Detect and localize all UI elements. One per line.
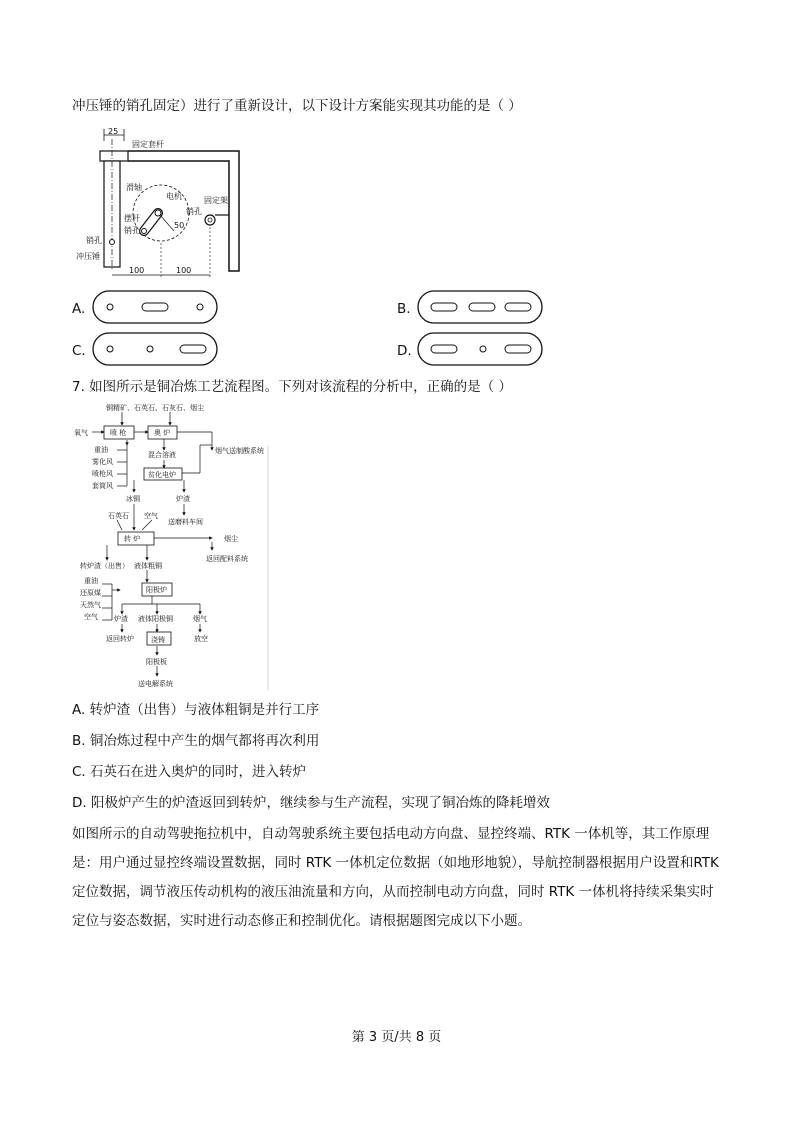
flow-heavy-oil2: 重油 [84,577,98,585]
flow-liquid-anode: 液体阳极铜 [138,615,173,623]
hole-slot [505,303,531,311]
tractor-passage: 如图所示的自动驾驶拖拉机中，自动驾驶系统主要包括电动方向盘、显控终端、RTK 一体机等，其工作原理是：用户通过显控终端设置数据，同时 RTK 一体机定位数据（如地形地貌），导航控制器根据用户设置和RTK 定位数据，调节液压传动机构的液压油流量和方向，从而控制电动方向盘，同时 RTK 一体机将持续采集实时定位与姿态数据，实时进行动态修正和控制优化。请根据题图完成以下小题。 [72,826,719,929]
flow-natural-gas: 天然气 [80,601,101,609]
question7-stem: 7. 如图所示是铜冶炼工艺流程图。下列对该流程的分析中，正确的是（ ） [72,379,512,395]
flow-oxygen: 氧气 [74,429,88,437]
pin-hole-mid-label: 销孔 [124,226,140,235]
option-b-plate[interactable] [417,290,543,324]
flow-dust: 烟尘 [224,535,238,543]
fixed-frame-label: 固定架 [204,196,228,205]
flow-return-converter: 返回转炉 [106,635,134,643]
flow-electric-furnace: 贫化电炉 [148,471,176,479]
question7-option-a[interactable]: A. 转炉渣（出售）与液体粗铜是并行工序 [72,702,320,718]
flow-return-batching: 返回配料系统 [206,555,248,563]
flow-anode-furnace: 阳极炉 [146,586,167,594]
hole-circle [107,346,113,352]
page-footer: 第 3 页/共 8 页 [351,1030,442,1045]
flow-furnace: 奥 炉 [154,429,171,437]
pin-right-label: 销孔 [186,207,202,216]
mechanism-figure [74,125,249,280]
dim-50-label: 50 [174,221,185,230]
flow-vent: 放空 [194,635,208,643]
flow-sleeve-air: 套筒风 [92,482,113,490]
question7-option-b[interactable]: B. 铜冶炼过程中产生的烟气都将再次利用 [72,733,320,749]
flow-inputs-top: 铜精矿、石英石、石灰石、烟尘 [106,404,204,412]
hole-slot [431,345,457,353]
flow-to-electrolysis: 送电解系统 [138,680,173,688]
hole-circle [197,304,203,310]
flow-anode-plate: 阳极板 [146,658,167,666]
flow-slag: 炉渣 [176,495,190,503]
option-d-plate[interactable] [417,332,543,366]
slide-shaft-label: 滑轴 [126,183,142,192]
flow-casting: 浇铸 [151,636,165,644]
option-c-letter[interactable]: C. [72,343,86,359]
flow-liquid-blister: 液体粗铜 [134,562,162,570]
flow-converter-slag: 转炉渣（出售） [80,562,129,570]
punch-hammer-label: 冲压锤 [76,252,100,261]
hole-slot [180,345,206,353]
question7-option-c[interactable]: C. 石英石在进入奥炉的同时，进入转炉 [72,764,307,780]
dim-100-right-label: 100 [176,266,192,275]
option-a-plate[interactable] [92,290,218,324]
hole-slot [505,345,531,353]
flow-to-grinding: 送磨料车间 [168,518,203,526]
hole-slot [431,303,457,311]
hole-slot [142,303,168,311]
fixed-rod-label: 固定套杆 [132,140,164,149]
question6-intro: 冲压锤的销孔固定）进行了重新设计，以下设计方案能实现其功能的是（ ） [72,98,522,114]
flow-heavy-oil: 重油 [94,446,108,454]
swing-rod-label: 摆杆 [124,214,140,223]
flow-mixed-melt: 混合溶液 [148,451,176,459]
flow-air: 空气 [144,512,158,520]
pin-hole-left-label: 销孔 [86,236,102,245]
hole-circle [107,304,113,310]
flow-spray-gun: 喷 枪 [110,429,127,437]
hole-circle [480,346,486,352]
hole-slot [469,303,495,311]
flow-reducing-coal: 还原煤 [80,589,101,597]
dim-25-label: 25 [108,127,119,136]
hole-circle [147,346,153,352]
dim-100-left-label: 100 [129,266,145,275]
copper-smelting-flowchart [72,400,272,692]
option-a-letter[interactable]: A. [72,301,86,317]
flow-flue-gas-acid: 烟气送制酸系统 [215,447,264,455]
flow-atomizing-air: 雾化风 [92,458,113,466]
flow-quartz: 石英石 [108,512,129,520]
flow-air2: 空气 [84,613,98,621]
option-b-letter[interactable]: B. [397,301,411,317]
flow-matte: 冰铜 [126,495,140,503]
flow-flue2: 烟气 [193,615,207,623]
flow-gun-air: 喷枪风 [92,470,113,478]
motor-label: 电机 [166,192,182,201]
option-c-plate[interactable] [92,332,218,366]
option-d-letter[interactable]: D. [397,343,412,359]
flow-slag2: 炉渣 [114,615,128,623]
flow-converter: 转 炉 [124,535,141,543]
question7-option-d[interactable]: D. 阳极炉产生的炉渣返回到转炉，继续参与生产流程，实现了铜冶炼的降耗增效 [72,795,550,811]
